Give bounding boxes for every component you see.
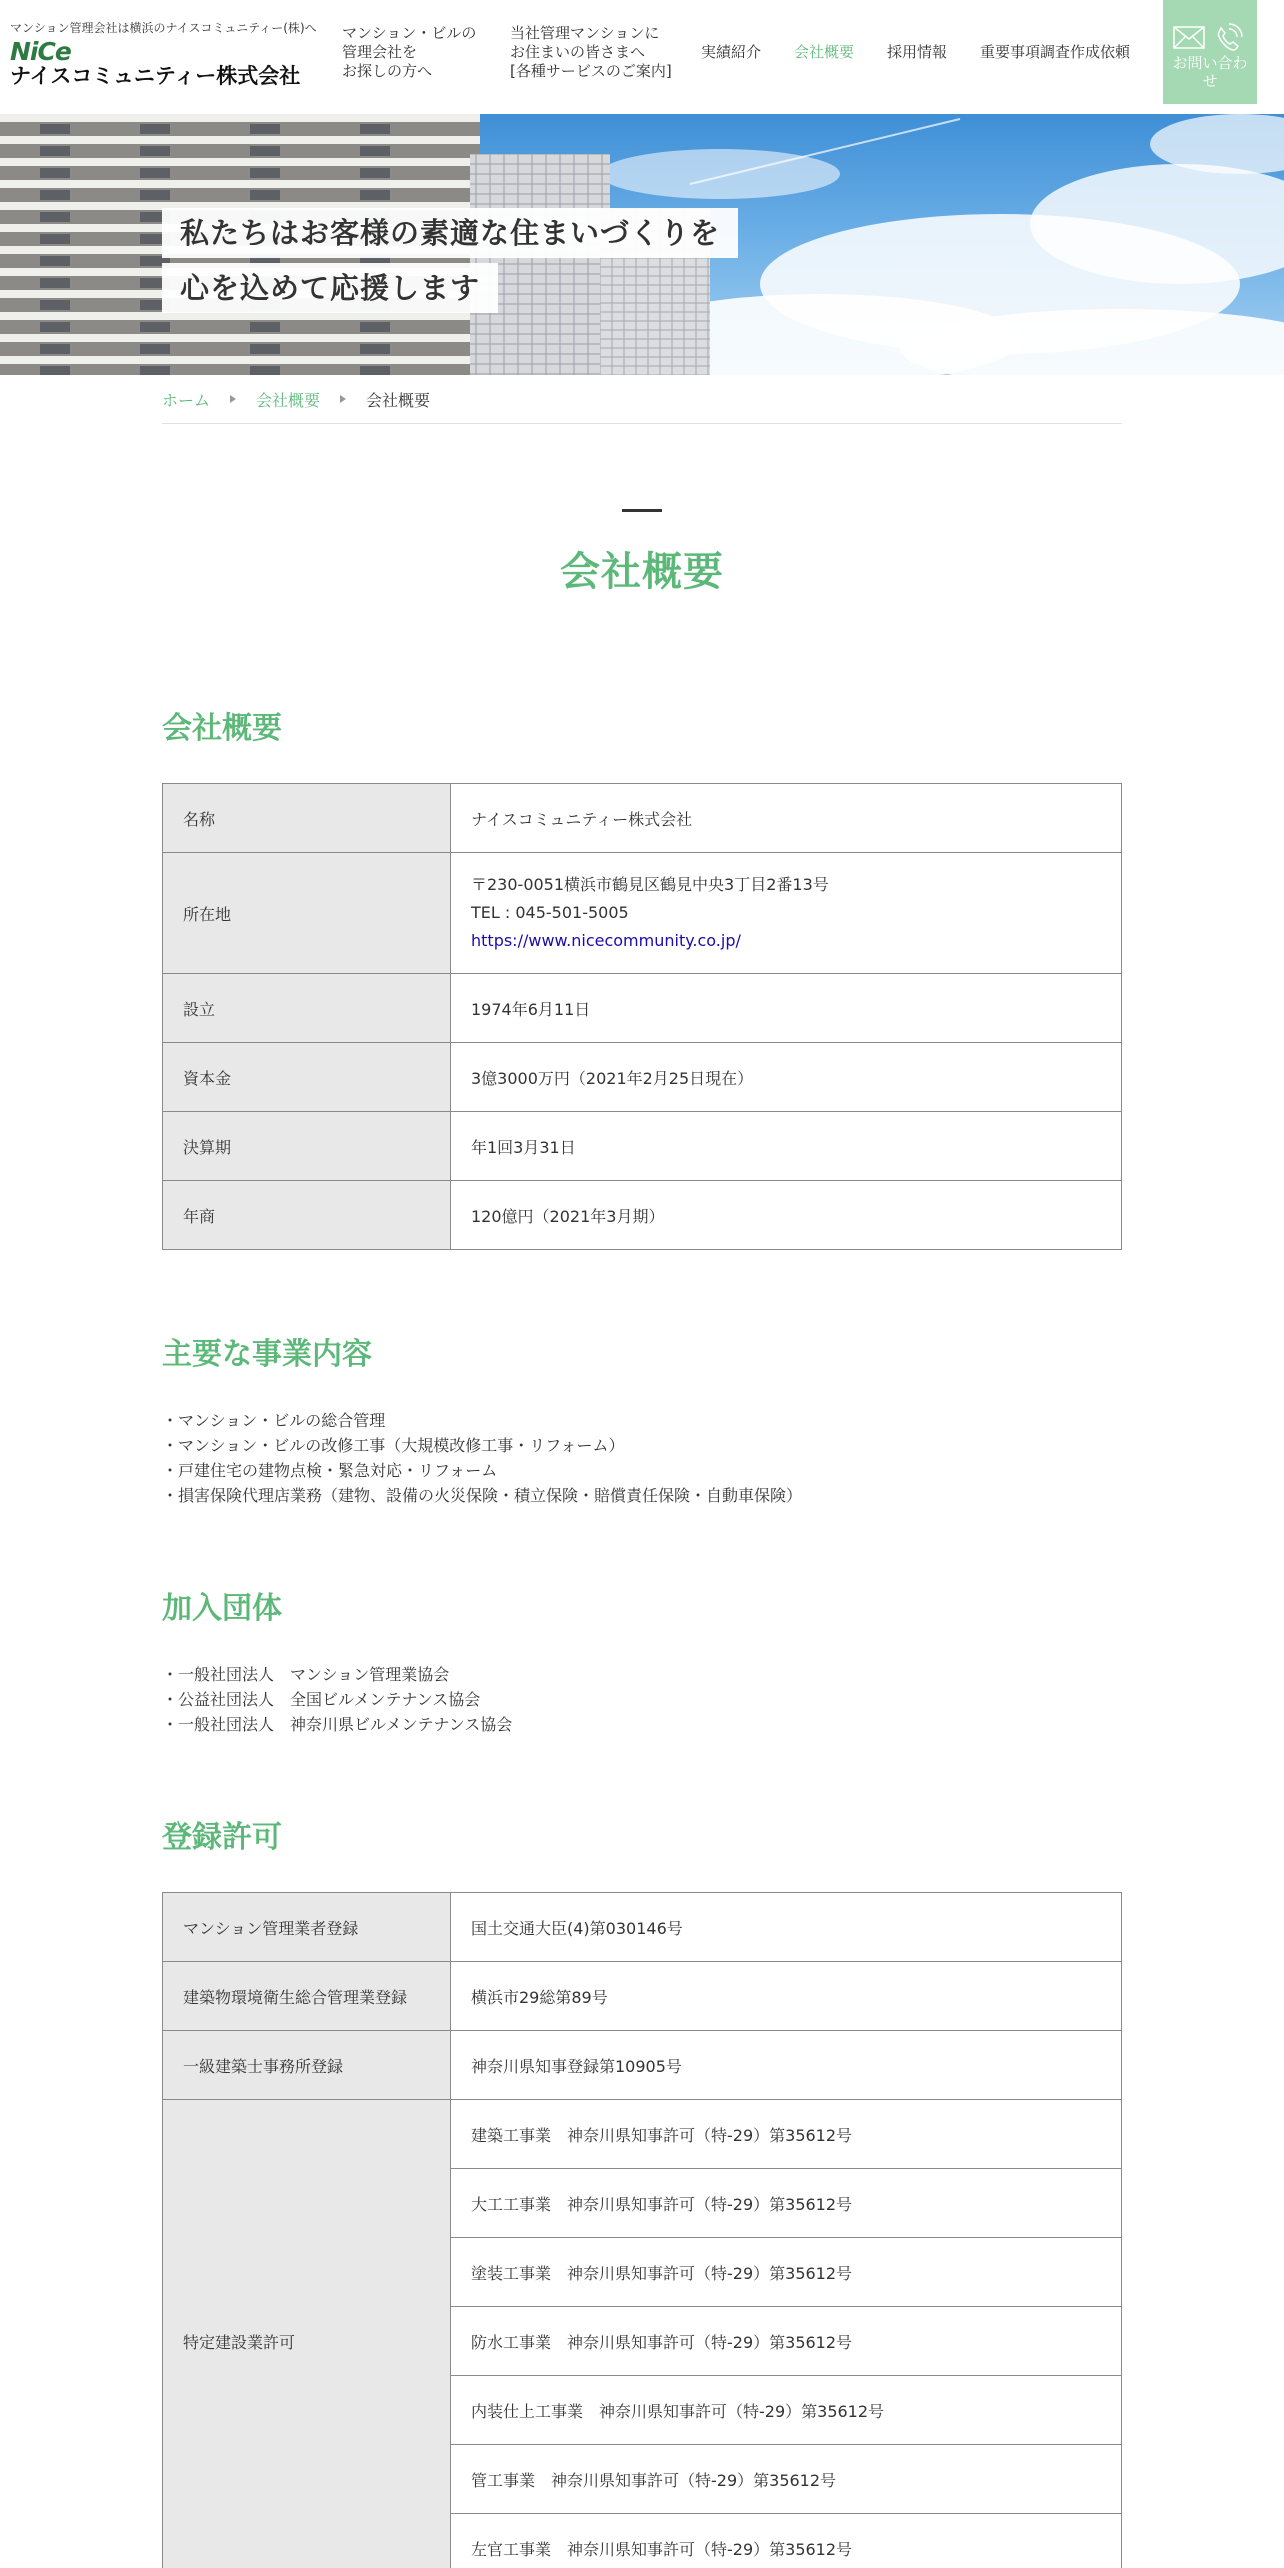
row-label: 建築物環境衛生総合管理業登録 bbox=[163, 1962, 451, 2031]
overview-heading: 会社概要 bbox=[162, 711, 282, 746]
row-value: 左官工事業 神奈川県知事許可（特-29）第35612号 bbox=[451, 2514, 1122, 2568]
table-row bbox=[163, 1893, 1122, 1962]
table-row bbox=[163, 784, 1122, 853]
row-label: 一級建築士事務所登録 bbox=[163, 2031, 451, 2100]
row-value: 120億円（2021年3月期） bbox=[451, 1181, 1122, 1250]
row-value: 防水工事業 神奈川県知事許可（特-29）第35612号 bbox=[451, 2307, 1122, 2376]
licenses-heading: 登録許可 bbox=[162, 1820, 282, 1855]
site-logo[interactable] bbox=[10, 37, 301, 88]
row-value: 神奈川県知事登録第10905号 bbox=[451, 2031, 1122, 2100]
list-item: ・一般社団法人 マンション管理業協会 bbox=[162, 1665, 450, 1684]
row-value: 国土交通大臣(4)第030146号 bbox=[451, 1893, 1122, 1962]
overview-table bbox=[162, 783, 1122, 1250]
table-row bbox=[163, 1962, 1122, 2031]
associations-heading: 加入団体 bbox=[162, 1591, 282, 1626]
title-decoration bbox=[622, 509, 662, 512]
row-value: 1974年6月11日 bbox=[451, 974, 1122, 1043]
nav-company[interactable]: 会社概要 bbox=[794, 43, 855, 61]
nav-report-request[interactable]: 重要事項調査作成依頼 bbox=[980, 43, 1131, 61]
contact-button-label: お問い合わせ bbox=[1172, 54, 1248, 90]
row-value: 内装仕上工事業 神奈川県知事許可（特-29）第35612号 bbox=[451, 2376, 1122, 2445]
list-item: ・マンション・ビルの総合管理 bbox=[162, 1411, 386, 1430]
table-row bbox=[163, 1112, 1122, 1181]
nav-residents[interactable]: 当社管理マンションに お住まいの皆さまへ [各種サービスのご案内] bbox=[510, 24, 672, 80]
address-value: 〒230-0051横浜市鶴見区鶴見中央3丁目2番13号 bbox=[471, 875, 829, 894]
row-value: 塗装工事業 神奈川県知事許可（特-29）第35612号 bbox=[451, 2238, 1122, 2307]
table-row bbox=[163, 1043, 1122, 1112]
nav-recruit[interactable]: 採用情報 bbox=[887, 43, 948, 61]
list-item: ・マンション・ビルの改修工事（大規模改修工事・リフォーム） bbox=[162, 1436, 625, 1455]
row-value: 大工工事業 神奈川県知事許可（特-29）第35612号 bbox=[451, 2169, 1122, 2238]
row-label: 特定建設業許可 bbox=[163, 2100, 451, 2568]
row-label: 決算期 bbox=[163, 1112, 451, 1181]
row-label: 名称 bbox=[163, 784, 451, 853]
site-header bbox=[0, 0, 1284, 114]
row-label: 資本金 bbox=[163, 1043, 451, 1112]
associations-list bbox=[162, 1662, 512, 1737]
table-row bbox=[163, 853, 1122, 974]
logo-brand[interactable]: NiCe bbox=[10, 37, 71, 66]
licenses-table bbox=[162, 1892, 1122, 2568]
row-value: 年1回3月31日 bbox=[451, 1112, 1122, 1181]
list-item: ・一般社団法人 神奈川県ビルメンテナンス協会 bbox=[162, 1715, 513, 1734]
page-title: 会社概要 bbox=[560, 549, 724, 595]
row-value: 3億3000万円（2021年2月25日現在） bbox=[451, 1043, 1122, 1112]
tel-value: TEL : 045-501-5005 bbox=[471, 903, 629, 922]
logo-company-name[interactable]: ナイスコミュニティー株式会社 bbox=[10, 64, 301, 88]
row-label: マンション管理業者登録 bbox=[163, 1893, 451, 1962]
contact-button[interactable] bbox=[1163, 0, 1257, 104]
breadcrumb-parent[interactable]: 会社概要 bbox=[256, 391, 321, 410]
chevron-right-icon bbox=[230, 395, 236, 403]
row-label: 年商 bbox=[163, 1181, 451, 1250]
website-link[interactable]: https://www.nicecommunity.co.jp/ bbox=[471, 931, 741, 950]
breadcrumb-current: 会社概要 bbox=[366, 391, 431, 410]
table-row bbox=[163, 2031, 1122, 2100]
table-row bbox=[163, 1181, 1122, 1250]
hero-banner bbox=[0, 114, 1284, 375]
table-row bbox=[163, 974, 1122, 1043]
row-value: 管工事業 神奈川県知事許可（特-29）第35612号 bbox=[451, 2445, 1122, 2514]
row-label: 所在地 bbox=[163, 853, 451, 974]
row-value: 横浜市29総第89号 bbox=[451, 1962, 1122, 2031]
hero-copy-line2: 心を込めて応援します bbox=[162, 263, 498, 313]
address-cell bbox=[451, 853, 1122, 974]
breadcrumb-home[interactable]: ホーム bbox=[162, 391, 211, 410]
list-item: ・公益社団法人 全国ビルメンテナンス協会 bbox=[162, 1690, 481, 1709]
chevron-right-icon bbox=[340, 395, 346, 403]
hero-copy-line1: 私たちはお客様の素適な住まいづくりを bbox=[162, 208, 738, 258]
phone-icon bbox=[1163, 20, 1257, 54]
business-list bbox=[162, 1408, 802, 1508]
nav-works[interactable]: 実績紹介 bbox=[701, 43, 762, 61]
row-label: 設立 bbox=[163, 974, 451, 1043]
business-heading: 主要な事業内容 bbox=[162, 1337, 372, 1372]
row-value: 建築工事業 神奈川県知事許可（特-29）第35612号 bbox=[451, 2100, 1122, 2169]
list-item: ・戸建住宅の建物点検・緊急対応・リフォーム bbox=[162, 1461, 498, 1480]
breadcrumb bbox=[162, 375, 1122, 424]
table-row bbox=[163, 2100, 1122, 2169]
row-value: ナイスコミュニティー株式会社 bbox=[451, 784, 1122, 853]
nav-owners[interactable]: マンション・ビルの 管理会社を お探しの方へ bbox=[342, 24, 477, 80]
header-tagline: マンション管理会社は横浜のナイスコミュニティー(株)へ bbox=[10, 21, 317, 35]
list-item: ・損害保険代理店業務（建物、設備の火災保険・積立保険・賠償責任保険・自動車保険） bbox=[162, 1486, 803, 1505]
